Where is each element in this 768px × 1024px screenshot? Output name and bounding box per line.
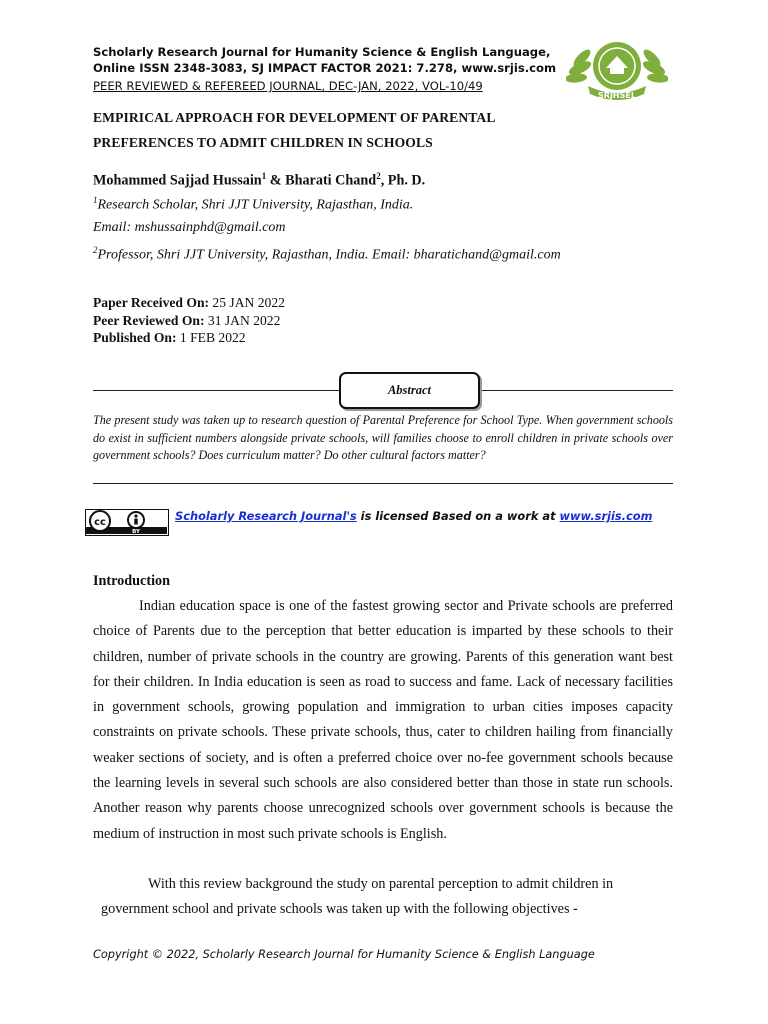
svg-text:cc: cc (94, 517, 106, 528)
abstract-text: The present study was taken up to research question of Parental Preference for School Type. When government schools do exist in sufficient numbers alongside private schools, will families choose to enroll children in private schools over government schools? Does curriculum matter? Do other cultural factors matter? (93, 413, 673, 462)
affiliation-2-text: Professor, Shri JJT University, Rajasthan, India. Email: bharatichand@gmail.com (97, 247, 561, 263)
introduction-heading: Introduction (93, 573, 170, 589)
journal-name: Scholarly Research Journal for Humanity Science & English Language, (93, 45, 551, 59)
author2-name: & Bharati Chand (266, 172, 377, 189)
affiliation-1-sup: 1 (93, 195, 98, 205)
author2-sup: 2 (376, 171, 381, 181)
license-middle: is licensed Based on a work at (356, 509, 560, 523)
logo-text: SRJHSEL (598, 91, 636, 100)
affiliation-2 (93, 245, 561, 264)
paper-title-line2: PREFERENCES TO ADMIT CHILDREN IN SCHOOLS (93, 135, 433, 150)
copyright-footer: Copyright © 2022, Scholarly Research Journal for Humanity Science & English Language (93, 948, 595, 961)
introduction-paragraph-2-line2: government school and private schools was taken up with the following objectives - (101, 901, 578, 917)
reviewed-value: 31 JAN 2022 (204, 313, 281, 328)
affiliation-1-text: Research Scholar, Shri JJT University, Rajasthan, India. (97, 197, 414, 213)
cc-by-label: BY (132, 529, 140, 534)
author2-degree: , Ph. D. (380, 172, 426, 189)
introduction-paragraph-2-line1: With this review background the study on parental perception to admit children in (148, 876, 614, 892)
reviewed-date (93, 313, 280, 329)
received-value: 25 JAN 2022 (209, 295, 285, 310)
journal-link[interactable]: Scholarly Research Journal's (175, 509, 357, 523)
introduction-para1-text: Indian education space is one of the fastest growing sector and Private schools are preferred choice of Parents due to the perception that better education is imparted by these schools to their children, number of private schools in the country are growing. Parents of this generation want best for their children. In India education is seen as road to success and fame. Lack of necessary facilities in government schools, growing population and immigration to urban cities imposes capacity constraints on private schools. These private schools, thus, cater to children hailing from financially weaker sections of society, and is often a preferred choice over no-fee government schools because the learning levels in several such schools are also considered better than those in state run schools. Another reason why parents choose unrecognized schools over government schools is because the medium of instruction in most such private schools is English. (93, 598, 673, 842)
cc-by-icon (86, 510, 167, 534)
author1-name: Mohammed Sajjad Hussain (93, 172, 262, 189)
journal-issn: Online ISSN 2348-3083, SJ IMPACT FACTOR 2021: 7.278, www.srjis.com (93, 61, 557, 75)
license-statement (175, 509, 652, 523)
author1-sup: 1 (261, 171, 267, 181)
journal-logo-icon (566, 38, 668, 104)
received-date (93, 295, 285, 311)
affiliation-1 (93, 195, 413, 214)
reviewed-label: Peer Reviewed On: (93, 313, 205, 328)
affiliation-2-sup: 2 (93, 245, 98, 255)
cc-license-badge (85, 509, 169, 536)
paper-title-line1: EMPIRICAL APPROACH FOR DEVELOPMENT OF PARENTAL (93, 110, 496, 125)
author-line (93, 171, 425, 190)
introduction-paragraph-1 (93, 594, 673, 847)
abstract-heading-box (339, 372, 480, 409)
abstract-heading: Abstract (387, 383, 432, 397)
abstract-bottom-rule (93, 483, 673, 484)
published-value: 1 FEB 2022 (176, 330, 246, 345)
site-link[interactable]: www.srjis.com (559, 509, 653, 523)
published-label: Published On: (93, 330, 177, 345)
published-date (93, 330, 246, 346)
received-label: Paper Received On: (93, 295, 210, 310)
journal-volume: PEER REVIEWED & REFEREED JOURNAL, DEC-JAN, 2022, VOL-10/49 (93, 79, 483, 93)
email-1: Email: mshussainphd@gmail.com (93, 220, 286, 235)
